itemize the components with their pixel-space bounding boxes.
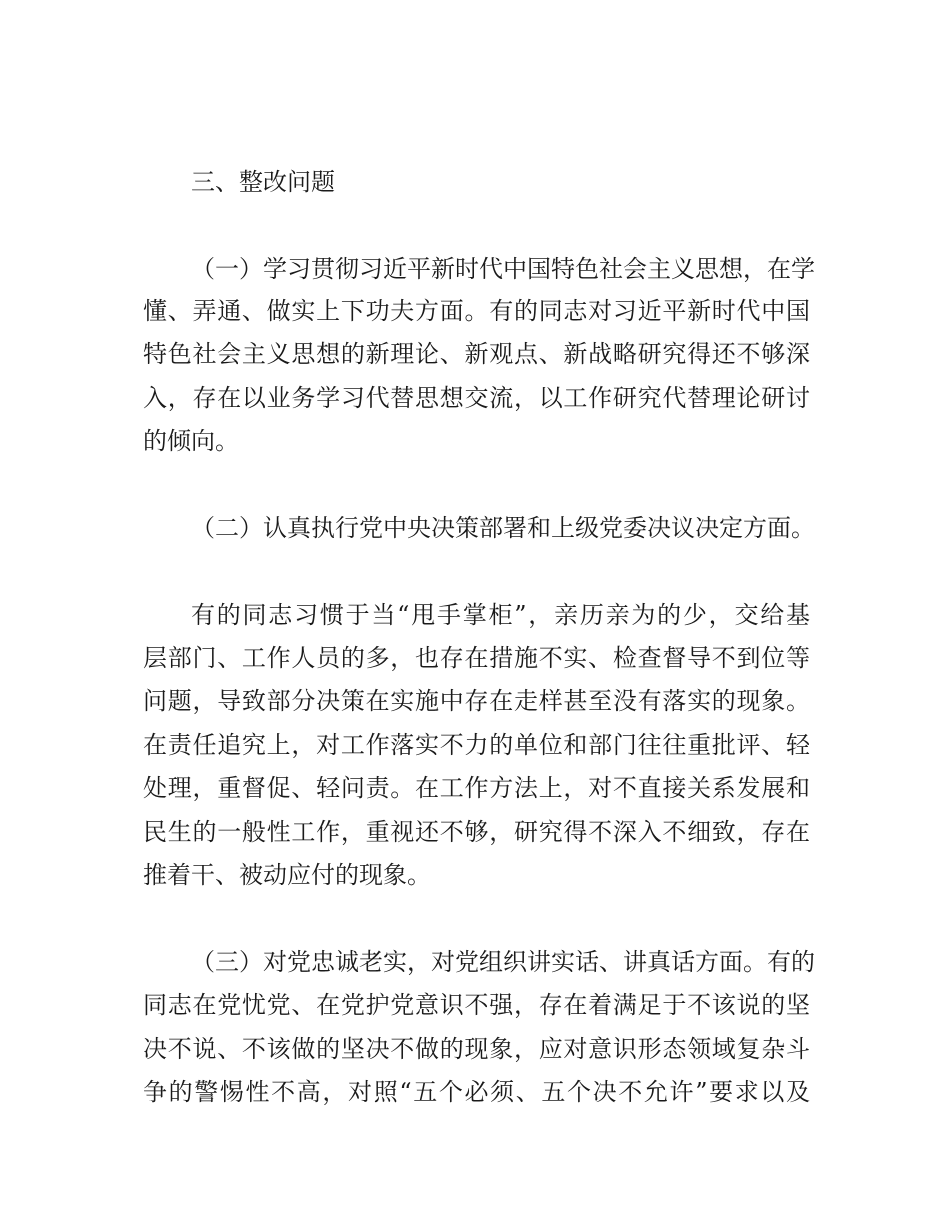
paragraph-3-line-1: 有的同志习惯于当“甩手掌柜”，亲历亲为的少，交给基 xyxy=(191,601,810,629)
paragraph-3-line-6: 民生的一般性工作，重视还不够，研究得不深入不细致，存在 xyxy=(143,818,810,846)
paragraph-3-line-5: 处理，重督促、轻问责。在工作方法上，对不直接关系发展和 xyxy=(143,774,810,802)
paragraph-2-line-1: （二）认真执行党中央决策部署和上级党委决议决定方面。 xyxy=(191,514,815,542)
paragraph-4-line-2: 同志在党忧党、在党护党意识不强，存在着满足于不该说的坚 xyxy=(143,991,810,1019)
paragraph-3-line-3: 问题，导致部分决策在实施中存在走样甚至没有落实的现象。 xyxy=(143,687,810,715)
paragraph-1-line-1: （一）学习贯彻习近平新时代中国特色社会主义思想，在学 xyxy=(191,255,815,283)
paragraph-3-line-2: 层部门、工作人员的多，也存在措施不实、检查督导不到位等 xyxy=(143,644,810,672)
paragraph-3-line-4: 在责任追究上，对工作落实不力的单位和部门往往重批评、轻 xyxy=(143,731,810,759)
paragraph-4-line-1: （三）对党忠诚老实，对党组织讲实话、讲真话方面。有的 xyxy=(191,948,815,976)
paragraph-4-line-4: 争的警惕性不高，对照“五个必须、五个决不允许”要求以及 xyxy=(143,1078,810,1106)
paragraph-1-line-4: 入，存在以业务学习代替思想交流，以工作研究代替理论研讨 xyxy=(143,384,810,412)
paragraph-1-line-2: 懂、弄通、做实上下功夫方面。有的同志对习近平新时代中国 xyxy=(143,297,810,325)
paragraph-1-line-3: 特色社会主义思想的新理论、新观点、新战略研究得还不够深 xyxy=(143,340,810,368)
paragraph-4-line-3: 决不说、不该做的坚决不做的现象，应对意识形态领域复杂斗 xyxy=(143,1035,810,1063)
paragraph-1-line-5: 的倾向。 xyxy=(143,427,239,455)
paragraph-3-line-7: 推着干、被动应付的现象。 xyxy=(143,861,431,889)
section-heading: 三、整改问题 xyxy=(191,168,335,196)
